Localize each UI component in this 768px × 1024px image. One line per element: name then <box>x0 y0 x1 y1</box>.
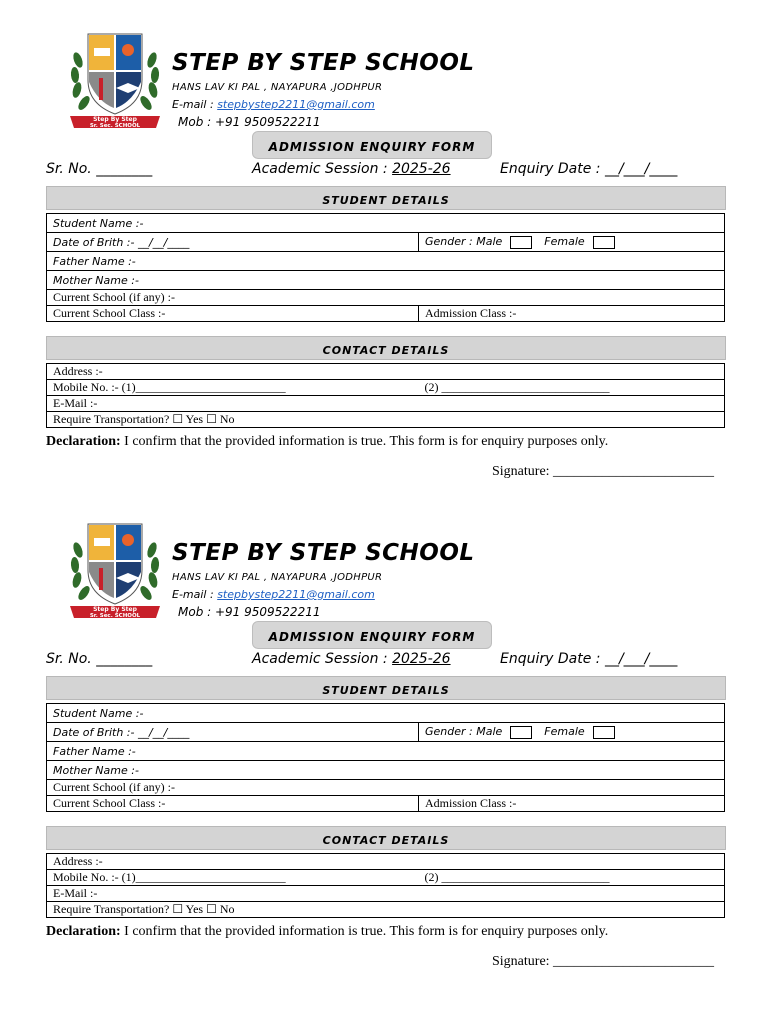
enquiry-form-copy-1 <box>0 0 768 490</box>
dob-field[interactable]: Date of Brith :- __/__/____ <box>47 723 419 742</box>
gender-field <box>419 723 725 742</box>
father-name-field[interactable]: Father Name :- <box>47 252 725 271</box>
logo-ribbon <box>70 116 160 129</box>
academic-session <box>252 161 451 177</box>
contact-details-table <box>46 853 725 918</box>
mother-name-field[interactable]: Mother Name :- <box>47 271 725 290</box>
school-email <box>172 588 375 601</box>
session-value: 2025-26 <box>392 651 451 667</box>
mobile-1-field[interactable]: Mobile No. :- (1)_________________________ <box>47 380 419 396</box>
form-title: ADMISSION ENQUIRY FORM <box>252 621 492 649</box>
dob-field[interactable]: Date of Brith :- __/__/____ <box>47 233 419 252</box>
school-email <box>172 98 375 111</box>
logo-text-2: Sr. Sec. SCHOOL <box>89 123 141 129</box>
email-label: E-mail : <box>172 588 214 601</box>
shield-icon <box>88 34 142 114</box>
school-mobile: Mob : +91 9509522211 <box>178 605 321 619</box>
gender-male-label: Gender : Male <box>425 235 503 249</box>
transportation-field[interactable]: Require Transportation? ☐ Yes ☐ No <box>47 412 725 428</box>
session-value: 2025-26 <box>392 161 451 177</box>
contact-details-header: CONTACT DETAILS <box>46 336 726 360</box>
address-field[interactable]: Address :- <box>47 854 725 870</box>
form-title: ADMISSION ENQUIRY FORM <box>252 131 492 159</box>
gender-male-checkbox[interactable] <box>510 236 532 249</box>
declaration-text: I confirm that the provided information is true. This form is for enquiry purposes only. <box>120 924 609 939</box>
student-name-field[interactable]: Student Name :- <box>47 704 725 723</box>
father-name-field[interactable]: Father Name :- <box>47 742 725 761</box>
student-details-table <box>46 703 725 812</box>
email-link[interactable]: stepbystep2211@gmail.com <box>217 588 375 601</box>
email-link[interactable]: stepbystep2211@gmail.com <box>217 98 375 111</box>
gender-male-label: Gender : Male <box>425 725 503 739</box>
current-school-field[interactable]: Current School (if any) :- <box>47 780 725 796</box>
gender-male-checkbox[interactable] <box>510 726 532 739</box>
email-field[interactable]: E-Mail :- <box>47 886 725 902</box>
school-logo <box>68 520 162 620</box>
school-name: STEP BY STEP SCHOOL <box>172 540 475 566</box>
school-mobile: Mob : +91 9509522211 <box>178 115 321 129</box>
mother-name-field[interactable]: Mother Name :- <box>47 761 725 780</box>
mobile-2-field[interactable]: (2) ____________________________ <box>419 380 725 396</box>
logo-text-1: Step By Step <box>93 116 137 123</box>
student-details-header: STUDENT DETAILS <box>46 186 726 210</box>
declaration <box>46 434 608 450</box>
signature-field[interactable]: Signature: _______________________ <box>492 954 715 969</box>
enquiry-date-field[interactable]: Enquiry Date : __/___/____ <box>500 161 678 177</box>
email-label: E-mail : <box>172 98 214 111</box>
student-details-header: STUDENT DETAILS <box>46 676 726 700</box>
enquiry-date-field[interactable]: Enquiry Date : __/___/____ <box>500 651 678 667</box>
transportation-field[interactable]: Require Transportation? ☐ Yes ☐ No <box>47 902 725 918</box>
school-address: HANS LAV KI PAL , NAYAPURA ,JODHPUR <box>172 572 383 583</box>
email-field[interactable]: E-Mail :- <box>47 396 725 412</box>
gender-female-checkbox[interactable] <box>593 726 615 739</box>
shield-icon <box>88 524 142 604</box>
sr-no-field[interactable]: Sr. No. ________ <box>46 651 153 667</box>
logo-text-2: Sr. Sec. SCHOOL <box>89 613 141 619</box>
gender-female-label: Female <box>544 725 585 739</box>
address-field[interactable]: Address :- <box>47 364 725 380</box>
school-logo <box>68 30 162 130</box>
enquiry-form-copy-2 <box>0 490 768 980</box>
logo-text-1: Step By Step <box>93 606 137 613</box>
student-name-field[interactable]: Student Name :- <box>47 214 725 233</box>
academic-session <box>252 651 451 667</box>
declaration-text: I confirm that the provided information is true. This form is for enquiry purposes only. <box>120 434 609 449</box>
gender-female-checkbox[interactable] <box>593 236 615 249</box>
current-class-field[interactable]: Current School Class :- <box>47 796 419 812</box>
sr-no-field[interactable]: Sr. No. ________ <box>46 161 153 177</box>
mobile-2-field[interactable]: (2) ____________________________ <box>419 870 725 886</box>
session-label: Academic Session : <box>252 161 393 177</box>
school-name: STEP BY STEP SCHOOL <box>172 50 475 76</box>
contact-details-table <box>46 363 725 428</box>
session-label: Academic Session : <box>252 651 393 667</box>
mobile-1-field[interactable]: Mobile No. :- (1)_________________________ <box>47 870 419 886</box>
declaration-label: Declaration: <box>46 924 121 939</box>
logo-ribbon <box>70 606 160 619</box>
admission-class-field[interactable]: Admission Class :- <box>419 306 725 322</box>
school-address: HANS LAV KI PAL , NAYAPURA ,JODHPUR <box>172 82 383 93</box>
gender-field <box>419 233 725 252</box>
declaration <box>46 924 608 940</box>
gender-female-label: Female <box>544 235 585 249</box>
admission-class-field[interactable]: Admission Class :- <box>419 796 725 812</box>
signature-field[interactable]: Signature: _______________________ <box>492 464 715 479</box>
current-school-field[interactable]: Current School (if any) :- <box>47 290 725 306</box>
current-class-field[interactable]: Current School Class :- <box>47 306 419 322</box>
declaration-label: Declaration: <box>46 434 121 449</box>
student-details-table <box>46 213 725 322</box>
contact-details-header: CONTACT DETAILS <box>46 826 726 850</box>
